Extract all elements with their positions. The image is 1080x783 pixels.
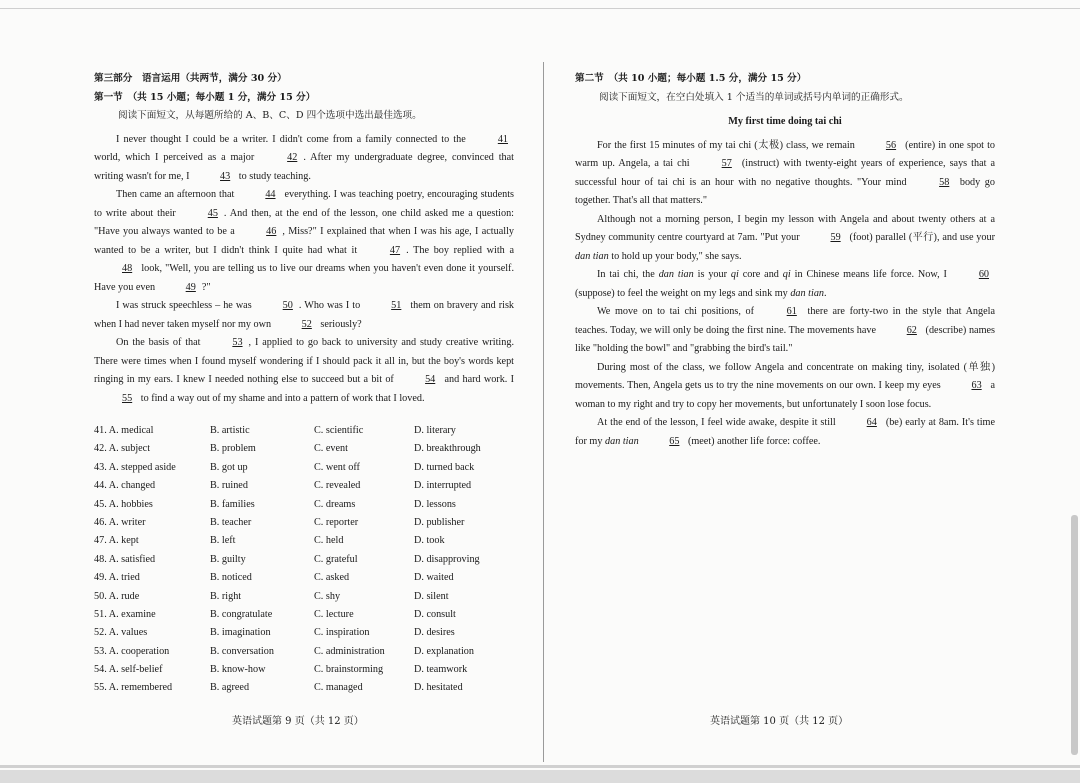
instruction: 阅读下面短文，从每题所给的 A、B、C、D 四个选项中选出最佳选项。 bbox=[118, 110, 422, 121]
option-row bbox=[94, 606, 514, 624]
blank-57: 57 bbox=[721, 158, 732, 169]
option-cell: B. noticed bbox=[210, 572, 252, 584]
bottom-edge bbox=[0, 765, 1080, 768]
blank-42: 42 bbox=[287, 152, 298, 163]
passage-text: Although not a morning person, I begin my lesson with Angela and about twenty others at a Sydney community centre courtyard at 7am. "Put your bbox=[575, 213, 995, 243]
blank-41: 41 bbox=[497, 133, 508, 145]
option-cell: D. literary bbox=[414, 425, 456, 436]
option-cell: 52. A. values bbox=[94, 627, 148, 639]
option-cell: 41. A. medical bbox=[94, 425, 154, 436]
paragraph bbox=[94, 297, 514, 334]
italic-term: dan tian bbox=[658, 269, 694, 280]
passage-text: We move on to tai chi positions, of bbox=[597, 306, 759, 317]
option-row bbox=[94, 661, 514, 679]
blank-64: 64 bbox=[866, 417, 877, 428]
option-cell: 54. A. self-belief bbox=[94, 664, 163, 676]
paragraph bbox=[94, 131, 514, 187]
option-cell: D. breakthrough bbox=[414, 443, 481, 455]
option-row bbox=[94, 643, 514, 661]
section-heading: 第二节 （共 10 小题；每小题 1.5 分，满分 15 分） bbox=[575, 73, 807, 84]
paragraph bbox=[575, 137, 995, 211]
blank-54: 54 bbox=[425, 374, 436, 385]
passage-text: (instruct) with twenty-eight years of experience, says that a successful hour of tai chi is an hour with no negative thoughts. "Your mind bbox=[575, 158, 995, 188]
option-cell: 46. A. writer bbox=[94, 516, 146, 528]
passage-text: (meet) another life force: coffee. bbox=[685, 435, 821, 447]
option-cell: D. desires bbox=[414, 627, 455, 639]
blank-48: 48 bbox=[122, 263, 133, 274]
passage-text: look, "Well, you are telling us to live our dreams when you haven't even done it yourself. Have you even bbox=[94, 263, 514, 293]
left-page bbox=[94, 70, 515, 727]
blank-55: 55 bbox=[122, 392, 133, 404]
passage-text: everything. I was teaching poetry, encouraging students to write about their bbox=[94, 189, 514, 219]
passage-text: ?" bbox=[201, 281, 211, 293]
option-cell: C. scientific bbox=[314, 425, 364, 436]
option-cell: C. held bbox=[314, 535, 344, 547]
passage-text: . bbox=[824, 287, 827, 299]
passage-text: , I applied to go back to university and study creative writing. There were times when I found myself wondering if I should pack it all in, but the boy's words kept ringing in my ears. I knew I needed nothing else to succeed but a bit of bbox=[94, 337, 514, 385]
blank-65: 65 bbox=[669, 435, 680, 447]
option-cell: 51. A. examine bbox=[94, 608, 156, 620]
italic-term: qi bbox=[782, 269, 791, 280]
paragraph bbox=[575, 359, 995, 415]
option-cell: B. know-how bbox=[210, 664, 266, 676]
option-row bbox=[94, 477, 514, 495]
option-cell: B. right bbox=[210, 590, 242, 602]
option-cell: D. hesitated bbox=[414, 682, 463, 694]
option-cell: B. left bbox=[210, 535, 236, 547]
paragraph bbox=[575, 303, 995, 359]
italic-term: dan tian bbox=[575, 250, 609, 262]
blank-45: 45 bbox=[207, 207, 218, 219]
italic-term: dan tian bbox=[605, 435, 639, 447]
blank-44: 44 bbox=[265, 189, 276, 200]
option-row bbox=[94, 422, 514, 440]
blank-59: 59 bbox=[830, 232, 841, 243]
passage-text: . After my undergraduate degree, convinced that writing wasn't for me, I bbox=[94, 152, 514, 182]
option-cell: 43. A. stepped aside bbox=[94, 461, 176, 473]
option-cell: 42. A. subject bbox=[94, 443, 151, 455]
option-cell: B. got up bbox=[210, 461, 248, 473]
blank-47: 47 bbox=[389, 244, 401, 256]
passage-text: (foot) parallel (平行), and use your bbox=[846, 232, 995, 243]
option-cell: C. lecture bbox=[314, 608, 354, 620]
blank-49: 49 bbox=[185, 281, 196, 293]
option-cell: D. disapproving bbox=[414, 553, 480, 565]
blank-62: 62 bbox=[906, 324, 917, 336]
section-heading: 第一节 （共 15 小题；每小题 1 分，满分 15 分） bbox=[94, 91, 316, 103]
option-row bbox=[94, 514, 514, 532]
page-footer: 英语试题第 9 页（共 12 页） bbox=[232, 716, 364, 727]
page-footer: 英语试题第 10 页（共 12 页） bbox=[710, 716, 849, 727]
option-cell: 55. A. remembered bbox=[94, 682, 173, 694]
blank-53: 53 bbox=[232, 337, 243, 348]
option-cell: C. dreams bbox=[314, 498, 356, 510]
option-row bbox=[94, 496, 514, 514]
passage-text: During most of the class, we follow Angela and concentrate on making tiny, isolated (单独) movements. Then, Angela gets us to try the nine movements on our own. I keep my eyes bbox=[575, 361, 995, 391]
passage-text: At the end of the lesson, I feel wide awake, despite it still bbox=[597, 417, 839, 428]
option-cell: D. interrupted bbox=[414, 480, 472, 492]
option-cell: B. problem bbox=[210, 443, 256, 455]
passage-text: world, which I perceived as a major bbox=[94, 152, 260, 163]
blank-60: 60 bbox=[978, 269, 989, 280]
blank-51: 51 bbox=[391, 300, 402, 311]
passage-text: to study teaching. bbox=[236, 170, 311, 182]
option-cell: C. asked bbox=[314, 572, 350, 584]
option-row bbox=[94, 440, 514, 458]
option-cell: C. managed bbox=[314, 682, 363, 694]
passage-text: there are forty-two in the style that Angela teaches. Today, we will only be doing the first nine. The movements have bbox=[575, 306, 995, 336]
option-row bbox=[94, 588, 514, 606]
option-cell: C. inspiration bbox=[314, 627, 370, 639]
option-cell: C. reporter bbox=[314, 516, 359, 528]
passage-text: (suppose) to feel the weight on my legs and sink my bbox=[575, 287, 791, 299]
passage-text: them on bravery and risk when I had never taken myself nor my own bbox=[94, 300, 514, 330]
paragraph bbox=[575, 211, 995, 267]
option-row bbox=[94, 624, 514, 642]
option-cell: B. agreed bbox=[210, 682, 250, 694]
option-cell: C. administration bbox=[314, 645, 385, 657]
option-cell: C. shy bbox=[314, 590, 341, 602]
blank-43: 43 bbox=[220, 170, 231, 182]
option-cell: B. conversation bbox=[210, 645, 274, 657]
top-edge bbox=[0, 8, 1080, 9]
passage-text: Then came an afternoon that bbox=[116, 189, 238, 200]
passage-text: (be) early at 8am. It's time for my bbox=[575, 417, 995, 447]
italic-term: qi bbox=[730, 269, 739, 280]
blank-63: 63 bbox=[971, 380, 982, 391]
passage-text: , Miss?" I explained that when I was his age, I actually wanted to be a writer, but I didn't think I quite had what it bbox=[94, 226, 515, 256]
option-cell: 49. A. tried bbox=[94, 572, 140, 584]
option-cell: 50. A. rude bbox=[94, 590, 140, 602]
blank-58: 58 bbox=[939, 176, 950, 188]
blank-46: 46 bbox=[266, 226, 277, 237]
option-cell: D. publisher bbox=[414, 516, 465, 528]
passage-text: seriously? bbox=[317, 318, 362, 330]
option-cell: D. took bbox=[414, 535, 445, 547]
page-divider bbox=[543, 62, 544, 762]
option-cell: 47. A. kept bbox=[94, 535, 139, 547]
option-cell: 44. A. changed bbox=[94, 480, 156, 492]
blank-52: 52 bbox=[301, 318, 312, 330]
right-page bbox=[575, 70, 996, 727]
passage-text: (entire) in one spot to warm up. Angela, a tai chi bbox=[575, 139, 996, 169]
paragraph bbox=[575, 414, 995, 451]
blank-61: 61 bbox=[786, 306, 797, 317]
option-cell: B. imagination bbox=[210, 627, 271, 639]
option-cell: D. waited bbox=[414, 572, 454, 584]
option-cell: B. ruined bbox=[210, 480, 248, 492]
option-cell: B. teacher bbox=[210, 516, 252, 528]
bottom-strip bbox=[0, 770, 1080, 783]
passage-text: body go together. That's all that matters." bbox=[575, 176, 995, 206]
options-table bbox=[94, 422, 514, 698]
option-row bbox=[94, 679, 514, 697]
passage-text: . The boy replied with a bbox=[406, 244, 515, 256]
passage-title: My first time doing tai chi bbox=[728, 116, 842, 127]
option-cell: B. families bbox=[210, 498, 255, 510]
option-cell: B. congratulate bbox=[210, 608, 273, 620]
option-cell: D. teamwork bbox=[414, 664, 468, 676]
passage-text: I never thought I could be a writer. I didn't come from a family connected to the bbox=[116, 133, 470, 145]
passage-text: I was struck speechless – he was bbox=[116, 300, 255, 311]
option-row bbox=[94, 551, 514, 569]
paragraph bbox=[94, 334, 514, 408]
cloze-passage bbox=[94, 131, 514, 409]
passage-text: to find a way out of my shame and into a pattern of work that I loved. bbox=[138, 392, 425, 404]
passage-text: For the first 15 minutes of my tai chi (太极) class, we remain bbox=[597, 139, 858, 151]
option-cell: C. went off bbox=[314, 461, 360, 473]
part-heading: 第三部分 语言运用（共两节，满分 30 分） bbox=[94, 73, 287, 84]
grammar-passage bbox=[575, 137, 995, 452]
option-cell: C. event bbox=[314, 443, 348, 455]
option-cell: C. grateful bbox=[314, 553, 358, 565]
option-cell: D. turned back bbox=[414, 461, 475, 473]
option-row bbox=[94, 459, 514, 477]
blank-50: 50 bbox=[282, 300, 293, 311]
option-cell: B. guilty bbox=[210, 553, 246, 565]
passage-text: In tai chi, the bbox=[597, 269, 659, 280]
option-cell: D. explanation bbox=[414, 645, 474, 657]
scrollbar-thumb[interactable] bbox=[1071, 515, 1078, 755]
instruction: 阅读下面短文，在空白处填入 1 个适当的单词或括号内单词的正确形式。 bbox=[599, 91, 909, 103]
passage-text: . And then, at the end of the lesson, one child asked me a question: "Have you always wanted to be a bbox=[94, 207, 514, 237]
passage-text: in Chinese means life force. Now, I bbox=[790, 269, 951, 280]
option-row bbox=[94, 532, 514, 550]
option-cell: D. silent bbox=[414, 590, 449, 602]
passage-text: (describe) names like "holding the bowl" and "grabbing the bird's tail." bbox=[575, 324, 995, 354]
passage-text: to hold up your body," she says. bbox=[608, 250, 742, 262]
option-cell: C. revealed bbox=[314, 480, 361, 492]
option-cell: D. lessons bbox=[414, 498, 456, 510]
option-row bbox=[94, 569, 514, 587]
option-cell: D. consult bbox=[414, 608, 456, 620]
passage-text: . Who was I to bbox=[298, 300, 364, 311]
option-cell: B. artistic bbox=[210, 425, 250, 436]
passage-text: a woman to my right and try to copy her movements, but unfortunately I soon lose focus. bbox=[575, 380, 995, 410]
italic-term: dan tian bbox=[790, 287, 825, 299]
option-cell: 45. A. hobbies bbox=[94, 498, 153, 510]
option-cell: 53. A. cooperation bbox=[94, 645, 170, 657]
passage-text: core and bbox=[738, 269, 783, 280]
passage-text: is your bbox=[693, 269, 731, 280]
passage-text: and hard work. I bbox=[441, 374, 514, 385]
option-cell: C. brainstorming bbox=[314, 664, 384, 676]
option-cell: 48. A. satisfied bbox=[94, 553, 156, 565]
paragraph bbox=[575, 266, 995, 303]
passage-text: On the basis of that bbox=[116, 337, 205, 348]
blank-56: 56 bbox=[885, 139, 897, 151]
paragraph bbox=[94, 186, 514, 297]
